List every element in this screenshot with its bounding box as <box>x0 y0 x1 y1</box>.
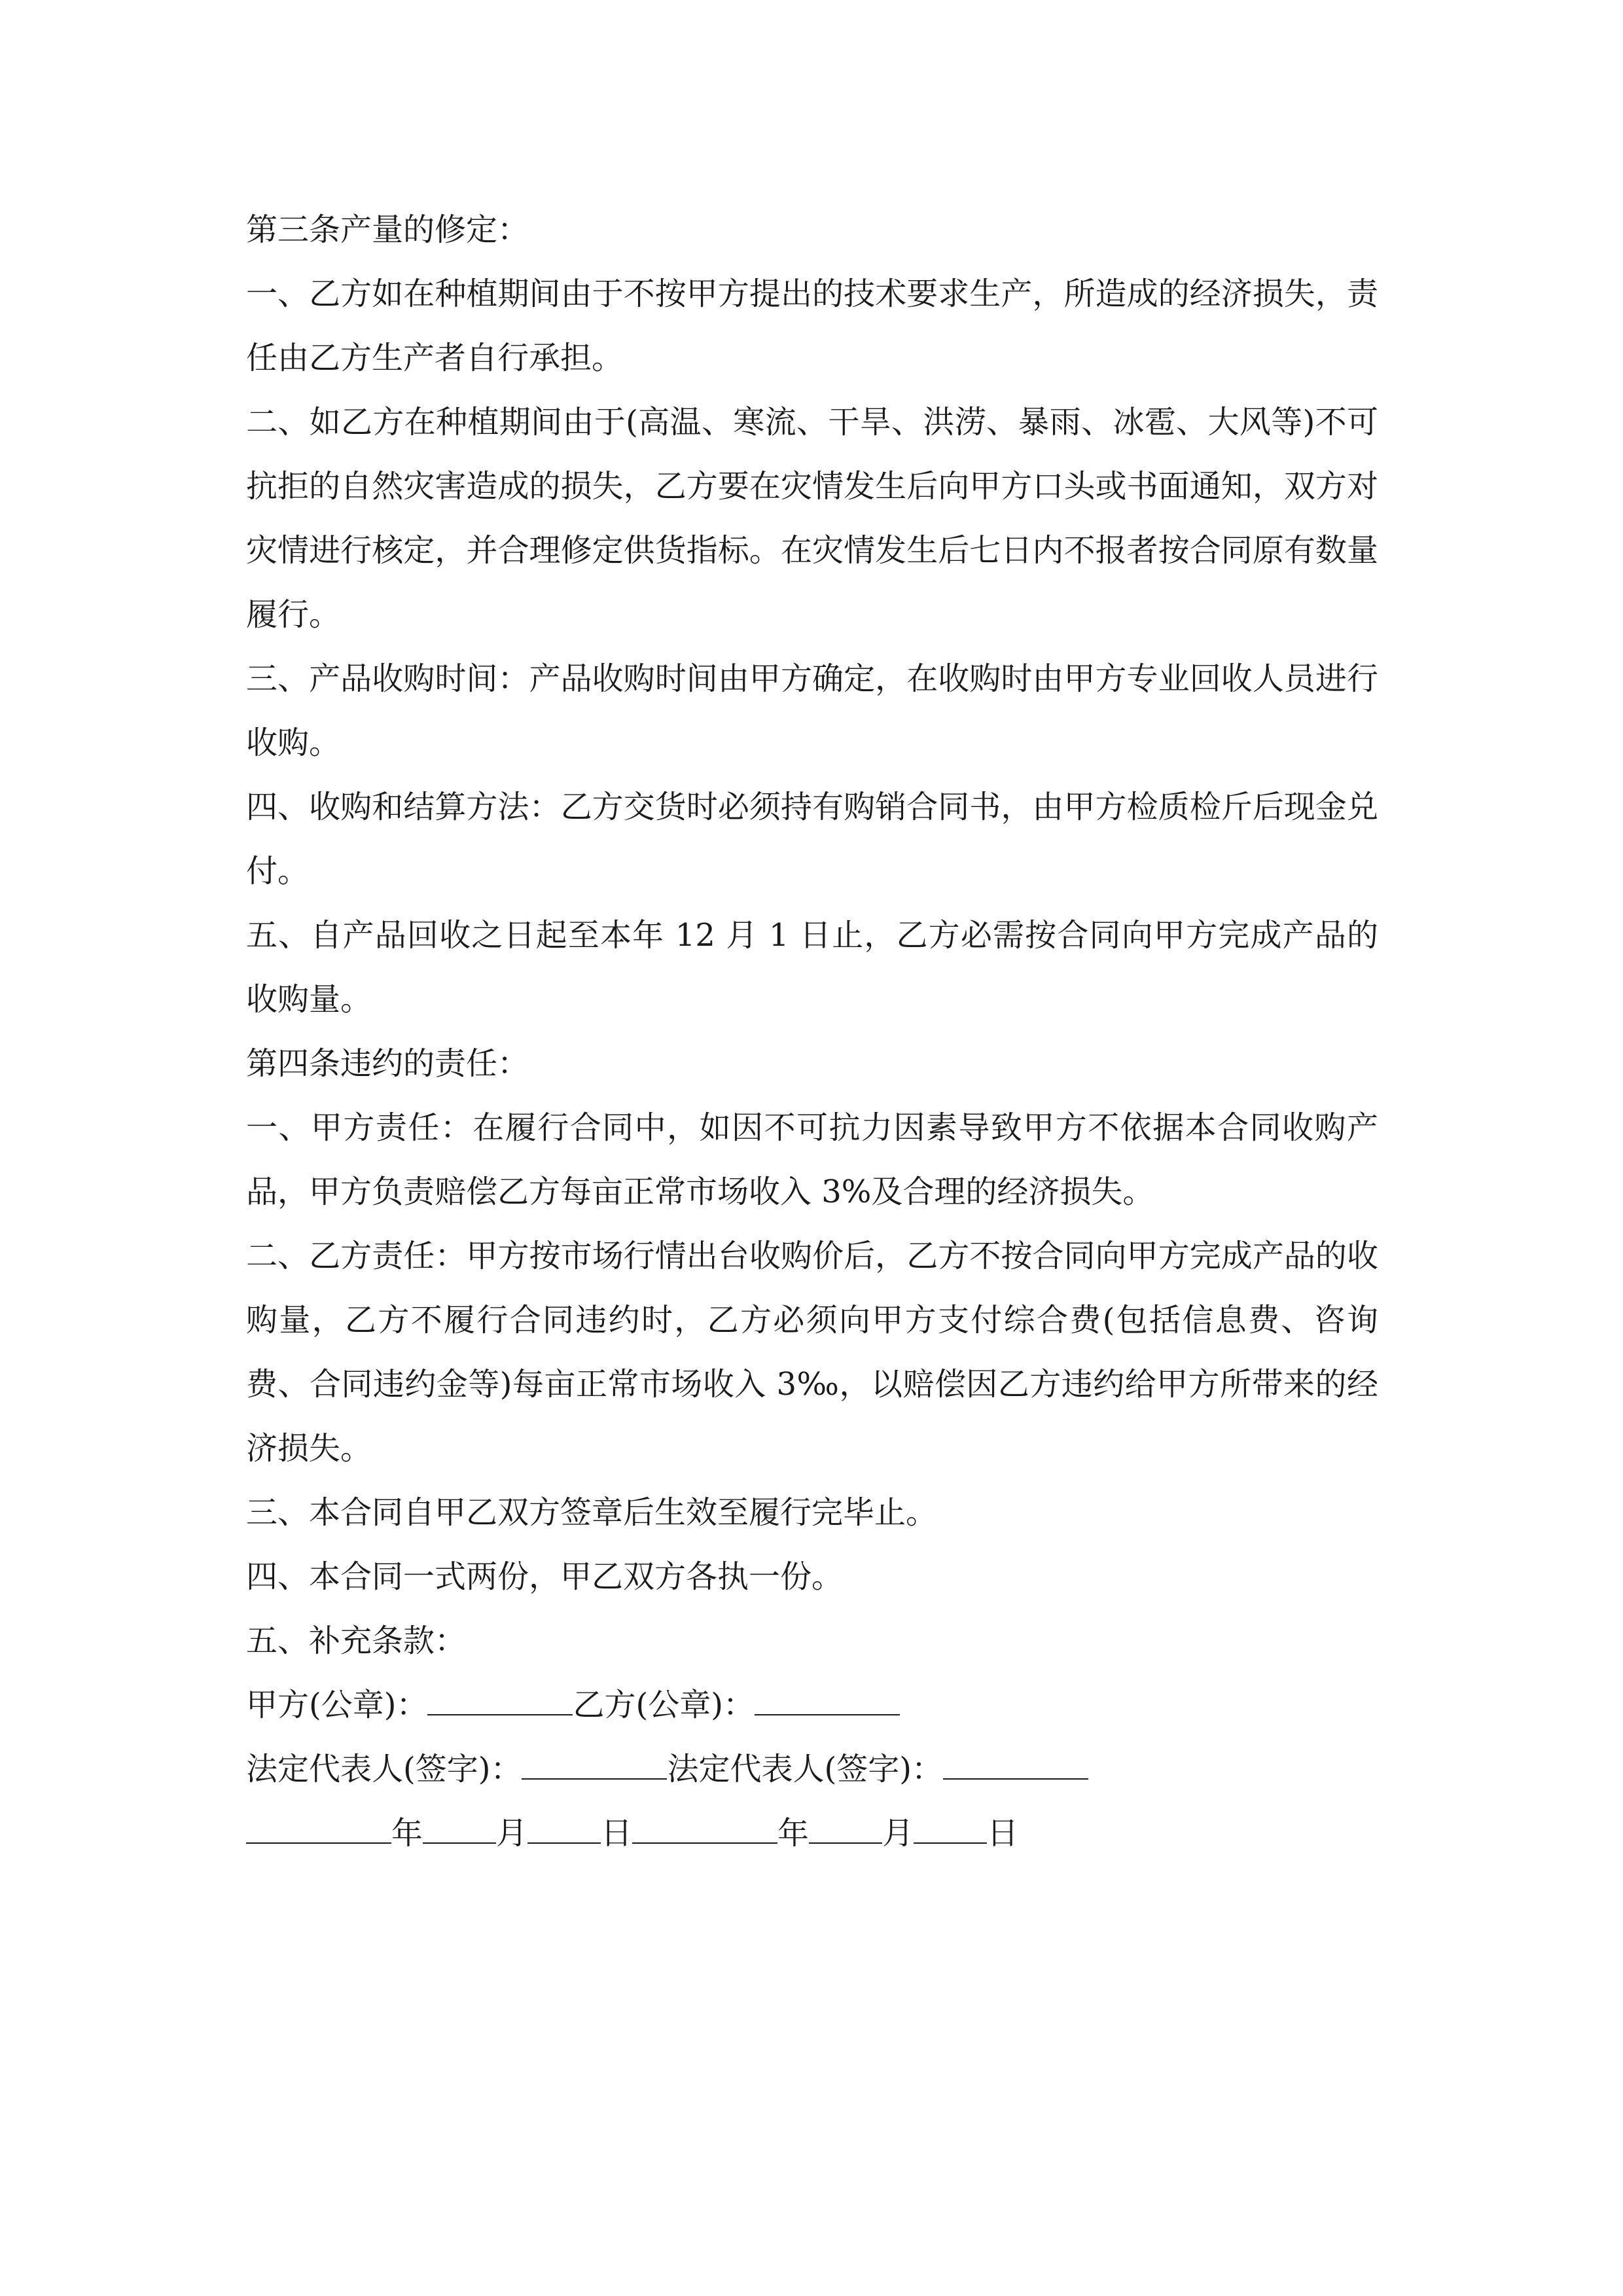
contract-body <box>246 198 1378 1865</box>
rep-a-blank <box>522 1740 667 1780</box>
party-b-seal-blank <box>755 1676 900 1715</box>
rep-b-blank <box>943 1740 1088 1780</box>
clause-4-4: 四、本合同一式两份，甲乙双方各执一份。 <box>246 1558 844 1595</box>
year-b-blank <box>632 1804 777 1844</box>
year-a-label: 年 <box>391 1815 423 1852</box>
representative-line <box>246 1737 1378 1801</box>
clause-4-5: 五、补充条款： <box>246 1623 467 1659</box>
clause-3-4: 四、收购和结算方法：乙方交货时必须持有购销合同书，由甲方检质检斤后现金兑付。 <box>246 789 1378 889</box>
month-b-blank <box>809 1804 882 1844</box>
clause-4-2: 二、乙方责任：甲方按市场行情出台收购价后，乙方不按合同向甲方完成产品的收购量，乙方不履行合同违约时，乙方必须向甲方支付综合费(包括信息费、咨询费、合同违约金等)每亩正常市场收入 3‰，以赔偿因乙方违约给甲方所带来的经济损失。 <box>246 1238 1378 1467</box>
party-b-seal-label: 乙方(公章)： <box>573 1687 755 1723</box>
party-a-seal-label: 甲方(公章)： <box>246 1687 428 1723</box>
day-a-label: 日 <box>601 1815 633 1852</box>
clause-4-3: 三、本合同自甲乙双方签章后生效至履行完毕止。 <box>246 1494 938 1531</box>
day-a-blank <box>527 1804 601 1844</box>
party-a-seal-blank <box>427 1676 573 1715</box>
clause-3-5: 五、自产品回收之日起至本年 12 月 1 日止，乙方必需按合同向甲方完成产品的收购量。 <box>246 917 1378 1018</box>
year-a-blank <box>246 1804 391 1844</box>
clause-3-3: 三、产品收购时间：产品收购时间由甲方确定，在收购时由甲方专业回收人员进行收购。 <box>246 660 1378 761</box>
date-line <box>246 1801 1378 1865</box>
month-b-label: 月 <box>882 1815 914 1852</box>
rep-a-label: 法定代表人(签字)： <box>246 1751 522 1787</box>
seal-line <box>246 1673 1378 1737</box>
day-b-label: 日 <box>987 1815 1019 1852</box>
section-heading-4: 第四条违约的责任： <box>246 1045 529 1082</box>
clause-3-2: 二、如乙方在种植期间由于(高温、寒流、干旱、洪涝、暴雨、冰雹、大风等)不可抗拒的自然灾害造成的损失，乙方要在灾情发生后向甲方口头或书面通知，双方对灾情进行核定，并合理修定供货指标。在灾情发生后七日内不报者按合同原有数量履行。 <box>246 404 1378 633</box>
clause-3-1: 一、乙方如在种植期间由于不按甲方提出的技术要求生产，所造成的经济损失，责任由乙方生产者自行承担。 <box>246 276 1378 376</box>
rep-b-label: 法定代表人(签字)： <box>667 1751 943 1787</box>
year-b-label: 年 <box>777 1815 810 1852</box>
month-a-blank <box>423 1804 496 1844</box>
month-a-label: 月 <box>496 1815 528 1852</box>
section-heading-3: 第三条产量的修定： <box>246 211 529 248</box>
day-b-blank <box>914 1804 987 1844</box>
clause-4-1: 一、甲方责任：在履行合同中，如因不可抗力因素导致甲方不依据本合同收购产品，甲方负责赔偿乙方每亩正常市场收入 3%及合理的经济损失。 <box>246 1109 1378 1210</box>
